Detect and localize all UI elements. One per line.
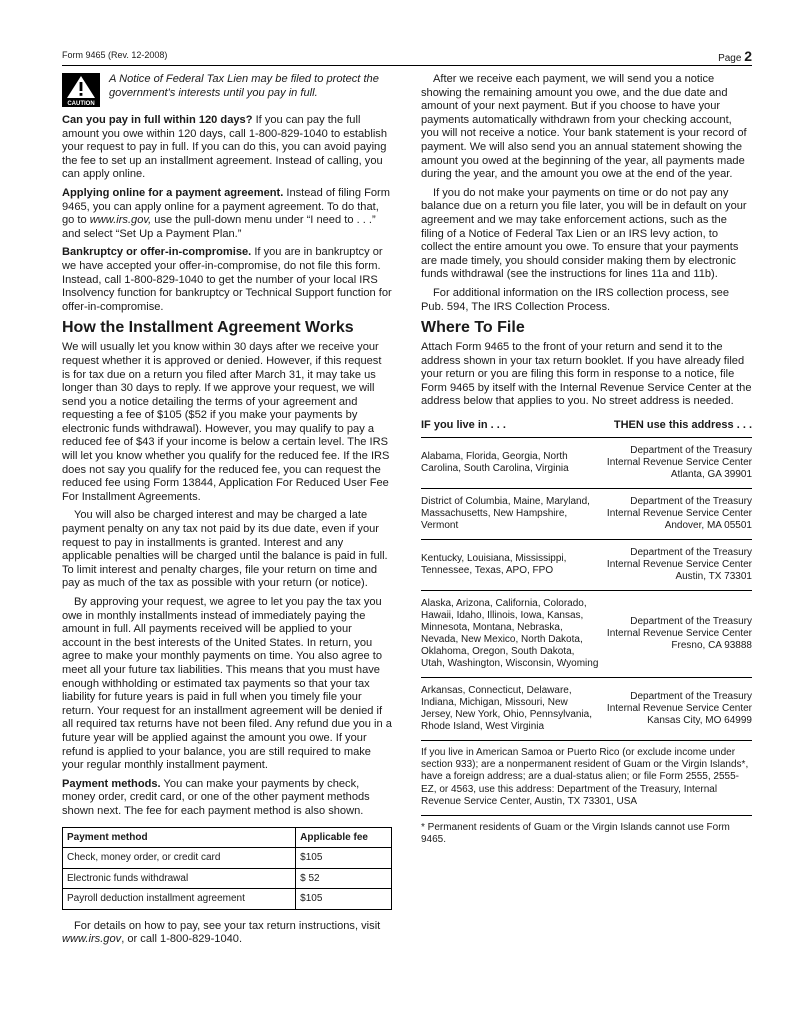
address-cell: Department of the Treasury Internal Revenue Service Center Kansas City, MO 64999 [599, 678, 752, 741]
bankruptcy-paragraph: Bankruptcy or offer-in-compromise. If you are in bankruptcy or we have accepted your offer-in-compromise, do not file this form. Instead, call 1-800-829-1040 to get the number of your local IRS Insolvency function for bankruptcy or Technical Support function for offer-in-compromise. [62, 246, 392, 313]
pay-in-120-days: Can you pay in full within 120 days? If you can pay the full amount you owe within 120 days, call 1-800-829-1040 to establish your request to pay in full. If you can do this, you can avoid paying the fee to set up an installment agreement. Instead of calling, you can apply online. [62, 114, 388, 181]
section-heading-where-to-file: Where To File [421, 319, 525, 337]
header-rule [62, 65, 752, 66]
page-header [62, 48, 752, 64]
payment-fee-table [62, 827, 392, 910]
states-cell: Kentucky, Louisiana, Mississippi, Tennessee, Texas, APO, FPO [421, 540, 599, 591]
address-cell: Department of the Treasury Internal Revenue Service Center Atlanta, GA 39901 [599, 438, 752, 489]
states-cell: District of Columbia, Maine, Maryland, Massachusetts, New Hampshire, Vermont [421, 489, 599, 540]
table-row [421, 438, 752, 489]
table-cell: Payroll deduction installment agreement [63, 889, 296, 910]
form-id: Form 9465 (Rev. 12-2008) [62, 50, 168, 60]
payment-methods: Payment methods. You can make your payments by check, money order, credit card, or one of the other payment methods shown next. The fee for each payment method is also shown. [62, 777, 370, 817]
table-cell: $ 52 [296, 868, 392, 889]
table-row [63, 848, 392, 869]
states-cell: Arkansas, Connecticut, Delaware, Indiana, Michigan, Missouri, New Jersey, New York, Ohio, Pennsylvania, Rhode Island, West Virginia [421, 678, 599, 741]
table-cell: Electronic funds withdrawal [63, 868, 296, 889]
special-address-note: If you live in American Samoa or Puerto Rico (or exclude income under section 933); are a nonpermanent resident of Guam or the Virgin Islands*, have a foreign address; are a dual-status alien; or file Form 2555, 2555-EZ, or 4563, use this address: Department of the Treasury, Internal Revenue Service Center, Austin, TX 73301, USA [421, 747, 752, 816]
collection-paragraph: For additional information on the IRS collection process, see Pub. 594, The IRS Collection Process. [421, 286, 729, 313]
table-cell: $105 [296, 889, 392, 910]
states-cell: Alaska, Arizona, California, Colorado, Hawaii, Idaho, Illinois, Iowa, Kansas, Minnesota, Montana, Nebraska, Nevada, New Mexico, North Dakota, Oklahoma, Oregon, South Dakota, Utah, Washington, Wisconsin, Wyoming [421, 591, 599, 678]
address-cell: Department of the Treasury Internal Revenue Service Center Fresno, CA 93888 [599, 591, 752, 678]
right-column [421, 73, 752, 846]
caution-text: A Notice of Federal Tax Lien may be filed to protect the government's interests until you pay in full. [109, 73, 379, 99]
table-cell: $105 [296, 848, 392, 869]
table-cell: Check, money order, or credit card [63, 848, 296, 869]
footnote: * Permanent residents of Guam or the Virgin Islands cannot use Form 9465. [421, 822, 730, 846]
table-row [63, 889, 392, 910]
installment-para-2: You will also be charged interest and may be charged a late payment penalty on any tax not paid by its due date, even if your request to pay in installments is granted. Interest and any applicable penalties will be charged until the balance is paid in full. To limit interest and penalty charges, file your return on time and pay as much of the tax as possible with your return (or notice). [62, 509, 388, 590]
apply-online: Applying online for a payment agreement. Instead of filing Form 9465, you can apply online for a payment agreement. To do that, go to www.irs.gov, use the pull-down menu under “I need to . . .” and select “Set Up a Payment Plan.” [62, 186, 390, 240]
table-row [421, 591, 752, 678]
table-header-row [421, 416, 752, 438]
table-header-cell: Applicable fee [296, 827, 392, 848]
table-row [421, 489, 752, 540]
default-paragraph: If you do not make your payments on time or do not pay any balance due on a return you file later, you will be in default on your agreement and we may take enforcement actions, such as the filing of a Notice of Federal Tax Lien or an IRS levy action, to collect the entire amount you owe. To ensure that your payments are made timely, you should consider making them by electronic funds withdrawal (see the instructions for lines 11a and 11b). [421, 186, 747, 281]
installment-para-1: We will usually let you know within 30 days after we receive your request whether it is approved or denied. However, if this request is for tax due on a return you filed after March 31, it may take us longer than 30 days to reply. If we approve your request, we will send you a notice detailing the terms of your agreement and requesting a fee of $105 ($52 if you make your payments by electronic funds withdrawal). However, you may qualify to pay a reduced fee of $43 if your income is below a certain level. The IRS will let you know whether you qualify for the reduced fee. If the IRS does not say you qualify for the reduced fee, you can request the reduced fee using Form 13844, Application For Reduced User Fee For Installment Agreements. [62, 341, 390, 503]
table-row [421, 540, 752, 591]
notice-paragraph: After we receive each payment, we will send you a notice showing the remaining amount you owe, and the due date and amount of your next payment. But if you choose to have your payments automatically withdrawn from your checking account, you will not receive a notice. Your bank statement is your record of payment. We will also send you an annual statement showing the amount you owed at the beginning of the year, all payments made during the year, and the amount you owe at the end of the year. [421, 73, 747, 181]
irs-link[interactable]: www.irs.gov, [89, 214, 152, 227]
caution-icon [62, 73, 100, 107]
address-cell: Department of the Treasury Internal Revenue Service Center Austin, TX 73301 [599, 540, 752, 591]
section-heading-installment: How the Installment Agreement Works [62, 319, 354, 337]
where-to-file-paragraph: Attach Form 9465 to the front of your return and send it to the address shown in your tax return booklet. If you have already filed your return or you are filing this form in response to a notice, file Form 9465 by itself with the Internal Revenue Service Center at the address below that applies to you. No street address is needed. [421, 341, 752, 408]
svg-text:CAUTION: CAUTION [67, 101, 95, 107]
table-header-cell: THEN use this address . . . [599, 416, 752, 438]
payment-details: For details on how to pay, see your tax return instructions, visit www.irs.gov, or call 1-800-829-1040. [62, 919, 381, 946]
left-column [62, 73, 392, 952]
address-table [421, 416, 752, 741]
caution-notice [62, 73, 392, 107]
table-header-cell: IF you live in . . . [421, 416, 599, 438]
table-row [421, 678, 752, 741]
table-header-cell: Payment method [63, 827, 296, 848]
table-header-row [63, 827, 392, 848]
address-cell: Department of the Treasury Internal Revenue Service Center Andover, MA 05501 [599, 489, 752, 540]
installment-para-3: By approving your request, we agree to let you pay the tax you owe in monthly installments instead of immediately paying the amount in full. All payments received will be applied to your account in the best interests of the United States. In return, you agree to make your monthly payments on time. You also agree to meet all your future tax liabilities. This means that you must have enough withholding or estimated tax payments so that your tax liability for future years is paid in full when you timely file your return. Your request for an installment agreement will be denied if all required tax returns have not been filed. Any refund due you in a future year will be applied against the amount you owe. If your refund is applied to your balance, you are still required to make your regular monthly installment payment. [62, 596, 392, 772]
irs-link[interactable]: www.irs.gov [62, 933, 122, 946]
states-cell: Alabama, Florida, Georgia, North Carolina, South Carolina, Virginia [421, 438, 599, 489]
page-number: Page 2 [718, 48, 752, 64]
table-row [63, 868, 392, 889]
